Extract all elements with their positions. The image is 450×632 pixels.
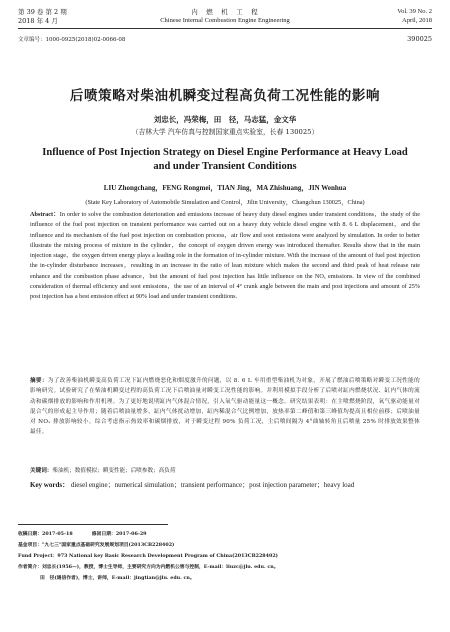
journal-name-cn: 内 燃 机 工 程 [191, 8, 259, 16]
issue-date: 2018 年 4 月 [18, 16, 58, 25]
footnote-author-bio: 作者简介：刘忠长(1956—)，教授，博士生导师，主要研究方向为内燃机公害与控制，E-mail：liuzc@jlu. edu. cn。 [18, 564, 279, 570]
keywords-en [30, 479, 420, 491]
affiliation-cn: （吉林大学 汽车仿真与控制国家重点实验室，长春 130025） [131, 128, 319, 136]
footnotes [18, 529, 432, 584]
abstract-cn [30, 376, 420, 438]
journal-name [18, 8, 432, 25]
footnote-received: 收稿日期：2017-05-18 修回日期：2017-06-29 [18, 531, 147, 537]
article-id: 文章编号：1000-0925(2018)02-0066-08 [18, 37, 126, 43]
affiliation-en: (State Key Laboratory of Automobile Simulation and Control，Jilin University，Changchun 130025，China) [85, 199, 365, 206]
keywords-en-label: Key words： [30, 481, 70, 489]
keywords-cn-label: 关键词： [30, 468, 53, 474]
title-en: Influence of Post Injection Strategy on Diesel Engine Performance at Heavy Load and under Transient Conditions [42, 147, 408, 172]
volume-issue: 第 39 卷 第 2 期 [18, 8, 67, 16]
header-rule [18, 28, 432, 29]
article-line [18, 35, 432, 43]
footnote-fund-cn: 基金项目："九七三"国家重点基础研究发展规划项目(2013CB228402) [18, 542, 175, 548]
abstract-en [30, 210, 420, 303]
journal-volume-en [397, 8, 432, 25]
keywords-en-text: diesel engine；numerical simulation；transient performance；post injection parameter；heavy load [70, 481, 355, 489]
footnote-fund-en: Fund Project：973 National key Basic Research Development Program of China(2013CB228402) [18, 553, 278, 559]
keywords-cn [30, 466, 420, 474]
authors-en: LIU Zhongchang，FENG Rongmei，TIAN Jing，MA Zhishuang，JIN Wenhua [103, 184, 347, 192]
title-cn: 后喷策略对柴油机瞬变过程高负荷工况性能的影响 [69, 88, 381, 104]
abstract-en-label: Abstract： [30, 211, 60, 218]
abstract-cn-label: 摘要： [30, 378, 48, 384]
authors-cn: 刘忠长，冯荣梅，田 径，马志猛，金文华 [153, 115, 297, 124]
abstract-cn-text: 为了改善柴油机瞬变高负荷工况下缸内燃烧恶化和烟度激升的问题，以 8. 6 L 车用重型柴油机为对象，开展了燃油后喷策略对瞬变工况性能的影响研究。试验研究了在柴油机瞬变过程的高负荷工况下后喷油量对瞬变工况性能的影响。并利用模拟手段分析了后喷对缸内燃烧状况、缸内气体的流动和碳烟排放的影响和作用机理。为了更好地说明缸内气体混合情况，引入氧气驱动能量这一概念。研究结果表明：在主喷燃烧阶段，氧气驱动能量对混合气的形成起主导作用；随着后喷油量增多，缸内气体扰动增加，缸内稀混合气比例增加，放热率第二峰值和第三峰值均提高且相位前移；后喷油量对 NOₓ 排放影响较小。综合考虑指示热效率和碳烟排放，对于瞬变过程 90% 负荷工况，主后喷间隔为 4°曲轴转角且后喷量 25% 时排放效果整体最佳。 [30, 378, 420, 436]
footnote-rule [18, 524, 168, 525]
running-head [18, 8, 432, 34]
article-number: 390025 [407, 35, 432, 43]
journal-name-en: Chinese Internal Combustion Engine Engineering [160, 16, 290, 24]
abstract-en-text: In order to solve the combustion deterioration and emissions increase of heavy duty diesel engines under transient conditions，the study of the influence of the fuel post injection on transient performance was carried out on a heavy duty vehicle diesel engine with 8. 6 L displacement，and the influence and its mechanism of the fuel post injection on combustion process，air flow and soot emissions were analyzed by simulation. In order to better illustrate the mixing process of mixture in the cylinder，the concept of oxygen driven energy was introduced thereafter. Results show that in the main injection stage，the oxygen driven energy plays a leading role in the formation of in-cylinder mixture. With the increase of the amount of fuel post injection the in-cylinder disturbance increases，resulting in an increase in the ratio of lean mixture which makes the second and third peak of heat release rate enhance and the combustion phase advance，but the amount of fuel post injection has little influence on the NOₓ emissions. In view of the combined consideration of thermal efficiency and soot emissions，the use of an interval of 4° crank angle between the main and post injections and amount of 25% post injection has a best emission effect at 90% load and under transient conditions. [30, 211, 420, 301]
volume-issue-en: Vol. 39 No. 2 [397, 8, 432, 15]
issue-date-en: April, 2018 [402, 16, 432, 24]
footnote-corresponding-author: 田 径(通信作者)，博士，讲师，E-mail：jingtian@jlu. edu. cn。 [40, 575, 195, 581]
keywords-cn-text: 柴油机；数值模拟；瞬变性能；后喷参数；高负荷 [52, 468, 176, 474]
